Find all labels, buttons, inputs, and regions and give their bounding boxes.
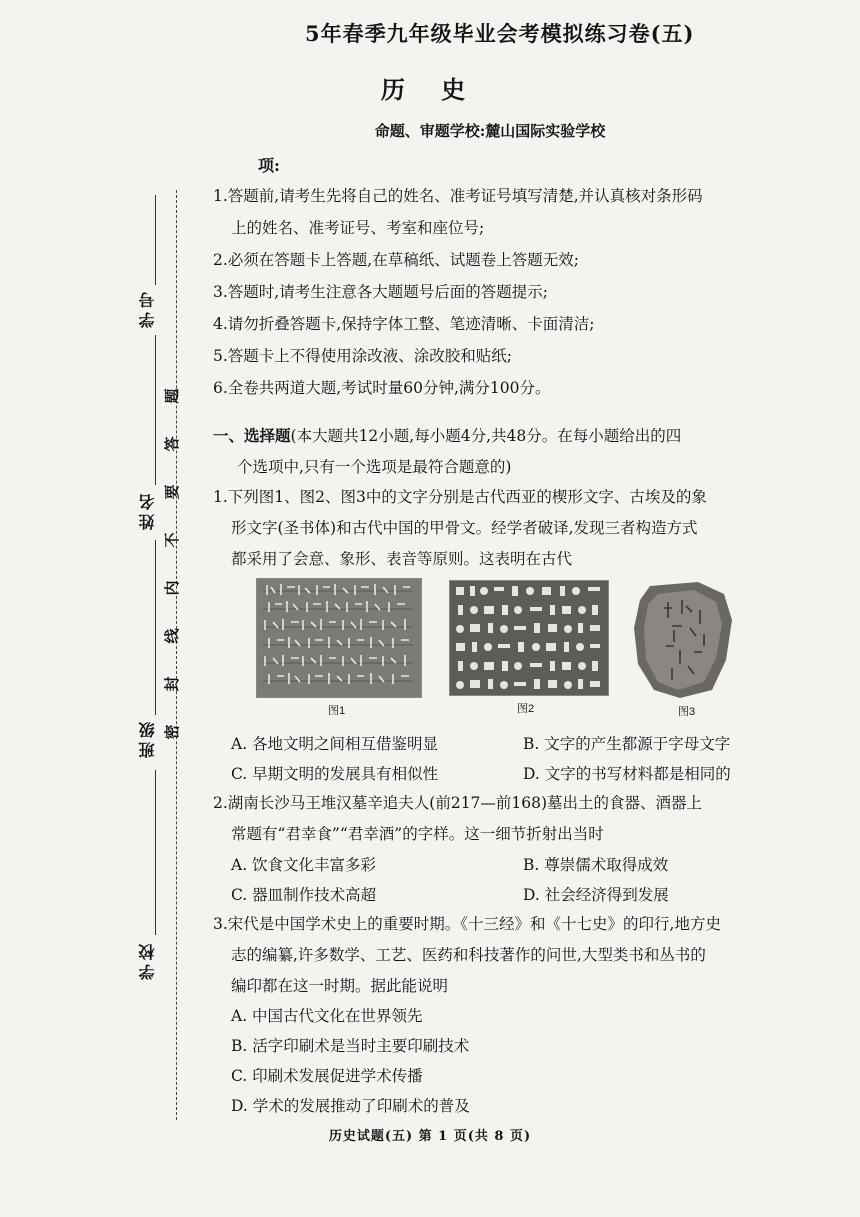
student-id-line [155, 195, 156, 285]
option-a[interactable]: A. 饮食文化丰富多彩 [231, 856, 377, 874]
stem-line: 常题有“君幸食”“君幸酒”的字样。这一细节折射出当时 [231, 825, 604, 843]
option-a[interactable]: A. 中国古代文化在世界领先 [231, 1007, 423, 1025]
hieroglyph-image [449, 580, 609, 696]
option-c[interactable]: C. 印刷术发展促进学术传播 [231, 1067, 423, 1085]
seal-char: 封 [163, 676, 181, 692]
stem-line: 3.宋代是中国学术史上的重要时期。《十三经》和《十七史》的印行,地方史 [213, 915, 721, 933]
seal-char: 题 [163, 388, 181, 404]
subject-title: 历 史 [380, 75, 480, 104]
option-a[interactable]: A. 各地文明之间相互借鉴明显 [231, 735, 439, 753]
figure-1-caption: 图1 [328, 705, 346, 717]
option-b[interactable]: B. 尊崇儒术取得成效 [523, 856, 669, 874]
notice-item: 4.请勿折叠答题卡,保持字体工整、笔迹清晰、卡面清洁; [213, 315, 595, 333]
notice-heading: 项: [258, 156, 280, 175]
section-desc: (本大题共12小题,每小题4分,共48分。在每小题给出的四 [290, 427, 682, 445]
seal-char: 答 [163, 436, 181, 452]
seal-char: 内 [163, 580, 181, 596]
notice-item: 上的姓名、准考证号、考室和座位号; [231, 219, 485, 237]
option-c[interactable]: C. 器皿制作技术高超 [231, 886, 377, 904]
oracle-bone-image [628, 580, 736, 700]
notice-item: 5.答题卡上不得使用涂改液、涂改胶和贴纸; [213, 347, 513, 365]
section-desc-cont: 个选项中,只有一个选项是最符合题意的) [237, 458, 512, 476]
question-1-stem [213, 482, 758, 575]
class-label: 班级 [138, 718, 157, 758]
student-id-label: 学号 [138, 288, 157, 328]
question-3-options [231, 1001, 776, 1121]
question-2-stem [213, 788, 758, 850]
stem-line: 志的编纂,许多数学、工艺、医药和科技著作的问世,大型类书和丛书的 [231, 946, 706, 964]
figure-3-caption: 图3 [678, 706, 696, 718]
figure-2-caption: 图2 [517, 703, 535, 715]
notice-item: 6.全卷共两道大题,考试时量60分钟,满分100分。 [213, 379, 551, 397]
exam-title: 5年春季九年级毕业会考模拟练习卷(五) [305, 21, 695, 46]
school-field-line [155, 770, 156, 935]
section-title: 一、选择题 [213, 426, 291, 445]
option-b[interactable]: B. 文字的产生都源于字母文字 [523, 735, 731, 753]
option-b[interactable]: B. 活字印刷术是当时主要印刷技术 [231, 1037, 470, 1055]
seal-char: 线 [163, 628, 181, 644]
notice-list [213, 180, 753, 404]
notice-item: 1.答题前,请考生先将自己的姓名、准考证号填写清楚,并认真核对条形码 [213, 187, 703, 205]
seal-char: 不 [163, 532, 181, 548]
class-line [155, 540, 156, 715]
question-2-options [231, 850, 776, 910]
name-label: 姓名 [138, 490, 157, 530]
question-3-stem [213, 909, 758, 1002]
school-label: 学校 [138, 940, 157, 980]
cuneiform-tablet-image [256, 578, 422, 698]
seal-text [163, 372, 196, 756]
question-1-options [231, 729, 776, 789]
notice-item: 2.必须在答题卡上答题,在草稿纸、试题卷上答题无效; [213, 251, 579, 269]
seal-char: 要 [163, 484, 181, 500]
stem-line: 1.下列图1、图2、图3中的文字分别是古代西亚的楔形文字、古埃及的象 [213, 488, 707, 506]
stem-line: 都采用了会意、象形、表音等原则。这表明在古代 [231, 550, 573, 568]
stem-line: 2.湖南长沙马王堆汉墓辛追夫人(前217—前168)墓出土的食器、酒器上 [213, 794, 703, 812]
option-d[interactable]: D. 学术的发展推动了印刷术的普及 [231, 1097, 470, 1115]
notice-item: 3.答题时,请考生注意各大题题号后面的答题提示; [213, 283, 548, 301]
option-c[interactable]: C. 早期文明的发展具有相似性 [231, 765, 439, 783]
page-footer: 历史试题(五) 第 1 页(共 8 页) [328, 1129, 532, 1144]
stem-line: 编印都在这一时期。据此能说明 [231, 977, 449, 995]
seal-char: 密 [163, 724, 181, 740]
section-header [213, 420, 758, 483]
option-d[interactable]: D. 文字的书写材料都是相同的 [523, 765, 731, 783]
option-d[interactable]: D. 社会经济得到发展 [523, 886, 669, 904]
school-line: 命题、审题学校:麓山国际实验学校 [374, 122, 606, 140]
stem-line: 形文字(圣书体)和古代中国的甲骨文。经学者破译,发现三者构造方式 [231, 519, 698, 537]
name-line [155, 335, 156, 485]
